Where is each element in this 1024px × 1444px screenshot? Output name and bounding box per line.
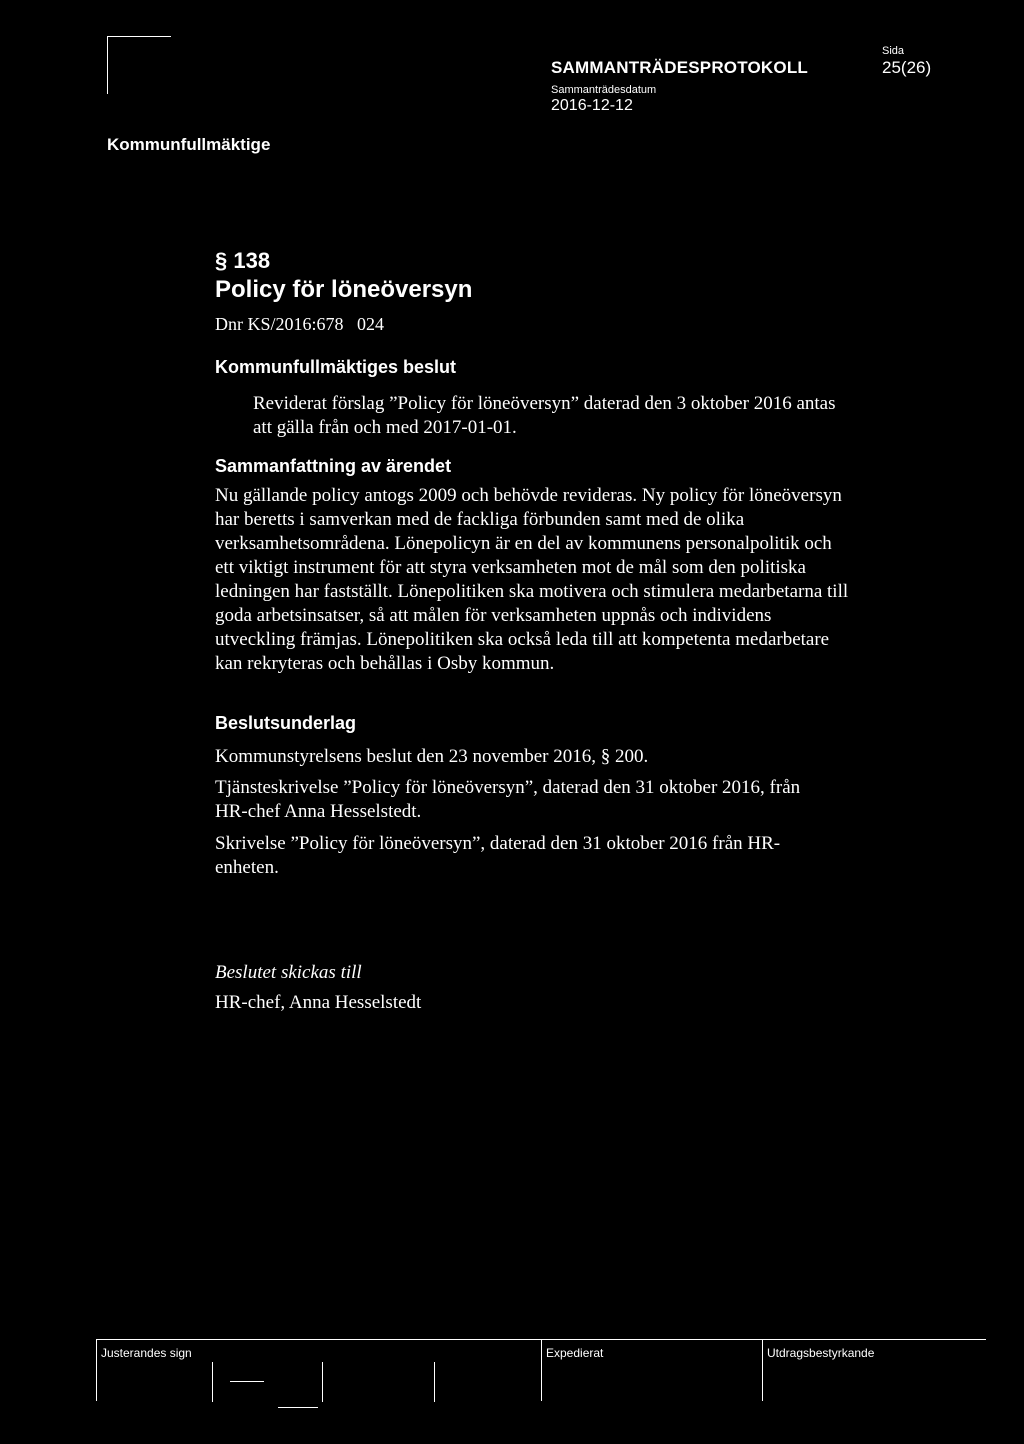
section-title: Policy för löneöversyn	[215, 276, 473, 303]
case-number: Dnr KS/2016:678 024	[215, 314, 385, 334]
footer-label-extract: Utdragsbestyrkande	[767, 1346, 875, 1360]
footer-cell-border	[96, 1339, 97, 1401]
recipients-label: Beslutet skickas till	[215, 962, 362, 983]
basis-item: Tjänsteskrivelse ”Policy för löneöversyn”, daterad den 31 oktober 2016, från HR-chef Anna Hesselstedt.	[215, 777, 801, 822]
summary-text: Nu gällande policy antogs 2009 och behövde revideras. Ny policy för löneöversyn har beretts i samverkan med de fackliga förbunden samt med de olika verksamhetsområdena. Lönepolicyn är en del av kommunens personalpolitik och ett viktigt instrument för att styra verksamheten mot de mål som den politiska ledningen har fastställt. Lönepolitiken ska motivera och stimulera medarbetarna till goda arbetsinsatser, så att målen för verksamheten uppnås och individens utveckling främjas. Lönepolitiken ska också leda till att kompetenta medarbetare kan rekryteras och behållas i Osby kommun.	[215, 485, 849, 674]
basis-heading: Beslutsunderlag	[215, 713, 357, 733]
footer-label-dispatched: Expedierat	[546, 1346, 604, 1360]
signature-separator	[434, 1362, 435, 1402]
footer-cell-border	[762, 1339, 763, 1401]
footer-label-sign: Justerandes sign	[101, 1346, 192, 1360]
basis-item: Skrivelse ”Policy för löneöversyn”, daterad den 31 oktober 2016 från HR-enheten.	[215, 833, 781, 878]
recipients-value: HR-chef, Anna Hesselstedt	[215, 992, 422, 1013]
decision-heading: Kommunfullmäktiges beslut	[215, 357, 457, 377]
section-number: § 138	[215, 248, 271, 273]
signature-separator	[212, 1362, 213, 1402]
summary-heading: Sammanfattning av ärendet	[215, 456, 452, 476]
signature-mark	[230, 1381, 264, 1382]
signature-mark	[278, 1407, 318, 1408]
page-label: Sida	[882, 45, 905, 57]
meeting-date-label: Sammanträdesdatum	[551, 84, 657, 96]
footer-cell-border	[541, 1339, 542, 1401]
meeting-date-value: 2016-12-12	[551, 97, 633, 114]
signature-separator	[322, 1362, 323, 1402]
basis-item: Kommunstyrelsens beslut den 23 november 2016, § 200.	[215, 746, 649, 767]
page-number: 25(26)	[882, 58, 932, 77]
decision-text: Reviderat förslag ”Policy för löneöversyn” daterad den 3 oktober 2016 antas att gälla från och med 2017-01-01.	[253, 393, 836, 438]
corner-mark-horizontal	[107, 36, 171, 37]
protocol-title: SAMMANTRÄDESPROTOKOLL	[551, 58, 808, 77]
organization-name: Kommunfullmäktige	[107, 135, 271, 154]
corner-mark-vertical	[107, 36, 108, 94]
